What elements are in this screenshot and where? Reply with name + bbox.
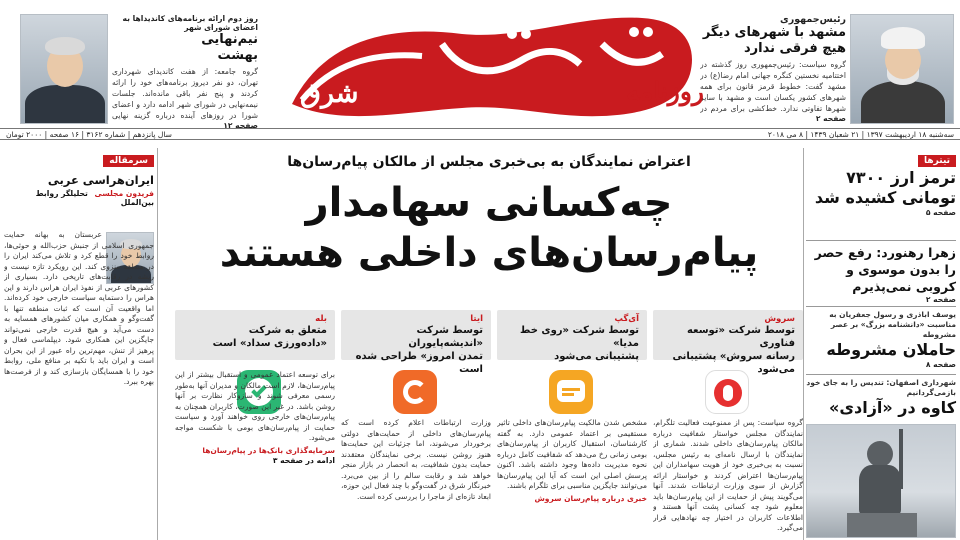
- headline-item[interactable]: [806, 310, 956, 369]
- teaser-left-title: نیم‌نهایی: [201, 32, 258, 47]
- main-headline[interactable]: چه‌کسانی سهامدار: [305, 180, 673, 226]
- masthead-word: روزنامه: [626, 77, 704, 106]
- column-divider: [803, 148, 804, 540]
- left-column: [4, 148, 154, 540]
- right-column: [806, 148, 956, 540]
- teaser-left-body: گروه جامعه: از هفت کاندیدای شهرداری تهران، دو نفر دیروز برنامه‌های خود را ارائه کردند و پنج نفر باقی مانده‌اند. جلسات نیمه‌نهایی در شورای شهر ادامه دارد و اعضای شورا در روزهای آینده درباره گزینه نهایی: [112, 67, 258, 120]
- dateline-issue: سال پانزدهم | شماره ۳۱۶۲ | ۱۶ صفحه | ۲۰۰۰ تومان: [6, 130, 172, 139]
- teaser-right-title: مشهد با شهرهای دیگر: [702, 25, 846, 40]
- headline-item-ref: صفحه ۲: [925, 295, 956, 304]
- main-story: [175, 148, 803, 540]
- eitaa-app-icon: [393, 370, 437, 414]
- teaser-right-title: هیچ فرقی ندارد: [743, 41, 846, 56]
- story-column-b: [497, 418, 647, 540]
- headline-item[interactable]: [806, 244, 956, 304]
- story-subhead-b: خبری درباره پیام‌رسان سروش: [534, 493, 647, 503]
- teaser-left-ref[interactable]: صفحه ۱۲: [223, 121, 258, 130]
- messenger-owner: تمدن امروز» طراحی شده است: [355, 351, 483, 375]
- story-subhead: سرمایه‌گذاری بانک‌ها در پیام‌رسان‌ها: [202, 445, 335, 455]
- teaser-left-title: بهشت: [217, 48, 258, 63]
- teaser-left[interactable]: [112, 14, 258, 130]
- messenger-owner: «داده‌ورزی سداد» است: [212, 338, 327, 349]
- messenger-name: بله: [315, 314, 327, 324]
- story-column-d: [175, 370, 335, 540]
- messenger-owner: متعلق به شرکت: [248, 325, 327, 336]
- logo-shape: [262, 4, 702, 128]
- editorial-tag: سرمقاله: [103, 155, 154, 167]
- messenger-name: آی‌گپ: [614, 314, 639, 324]
- soroush-app-icon: [705, 370, 749, 414]
- headline-item-kicker: شهرداری اصفهان: تندیس را به جای خود بازمی‌گردانیم: [806, 378, 956, 397]
- messenger-box-eitaa[interactable]: [341, 310, 491, 375]
- dateline-date: سه‌شنبه ۱۸ اردیبهشت ۱۳۹۷ | ۲۱ شعبان ۱۴۳۹ | ۸ می ۲۰۱۸: [767, 130, 954, 139]
- editorial-author-role: تحلیلگر روابط بین‌الملل: [35, 189, 154, 207]
- igap-app-icon: [549, 370, 593, 414]
- headline-item[interactable]: [806, 168, 956, 217]
- teaser-left-photo: [20, 14, 108, 124]
- divider: [806, 374, 956, 375]
- messenger-name: سروش: [764, 314, 795, 324]
- divider: [806, 306, 956, 307]
- messenger-name: ایتا: [470, 314, 483, 324]
- teaser-right-ref[interactable]: صفحه ۲: [815, 114, 846, 123]
- logo-text: شرق: [300, 78, 359, 109]
- messenger-owner: توسط شرکت «توسعه فناوری: [686, 325, 795, 349]
- headline-item-title: حاملان مشروطه: [826, 340, 956, 359]
- headline-item-ref: صفحه ۸: [925, 360, 956, 369]
- messenger-owner: پشتیبانی می‌شود: [554, 351, 639, 362]
- statue-photo: [806, 424, 956, 538]
- story-column-c: وزارت ارتباطات اعلام کرده است که پیام‌رسان‌های داخلی از حمایت‌های دولتی برخوردار می‌شوند، اما جزئیات این حمایت‌ها هنوز روشن نیست. برخی نمایندگان معتقدند حمایت بدون شفافیت، به انحصار در بازار منجر خواهد شد و رقابت سالم را از بین می‌برد. خبرنگار شرق در گفت‌وگو با چند فعال این حوزه، ابعاد تازه‌ای از ماجرا را بررسی کرده است.: [341, 418, 491, 501]
- story-column-a: گروه سیاست: پس از ممنوعیت فعالیت تلگرام، نمایندگان مجلس خواستار شفافیت درباره مالکان پیام‌رسان‌های داخلی شدند. شماری از نمایندگان با ارسال نامه‌ای به رئیس مجلس، نسبت به بی‌خبری خود از هویت سهامداران این پیام‌رسان‌ها اعتراض کردند و خواستار ارائه گزارش از سوی وزارت ارتباطات شدند. آنها می‌گویند پیش از حمایت از این پیام‌رسان‌ها باید معلوم شود چه کسانی پشت آنها هستند و اطلاعات کاربران در اختیار چه نهادهایی قرار می‌گیرد.: [653, 418, 803, 532]
- teaser-right[interactable]: [700, 14, 846, 123]
- headline-item-kicker: یوسف اباذری و رسول جعفریان به مناسبت «دانشنامه بزرگ» بر عصر مشروطه: [829, 310, 956, 339]
- dateline-bar: [0, 128, 960, 140]
- editorial-title[interactable]: ایران‌هراسی عربی: [47, 173, 154, 187]
- messenger-owner: توسط شرکت «روی خط مدیا»: [520, 325, 639, 349]
- story-column-d-text: برای توسعه اعتماد عمومی و استقبال بیشتر از این پیام‌رسان‌ها، لازم است مالکان و مدیران آنها به‌طور رسمی معرفی شوند و سازوکار نظارت بر آنها روشن باشد. در غیر این صورت، کاربران همچنان به پیام‌رسان‌های خارجی روی خواهند آورد و سیاست حمایت از پیام‌رسان‌های بومی با شکست مواجه می‌شود.: [175, 370, 335, 442]
- messenger-owner: توسط شرکت «اندیشه‌پایوران: [408, 325, 483, 349]
- headline-item[interactable]: [806, 378, 956, 418]
- messenger-box-soroush[interactable]: [653, 310, 803, 375]
- teaser-right-kicker: رئیس‌جمهوری: [780, 14, 846, 25]
- teaser-left-kicker: روز دوم ارائه برنامه‌های کاندیداها به اعضای شورای شهر: [122, 14, 258, 32]
- headline-item-title: زهرا رهنورد: رفع حصر را بدون موسوی و کروبی نمی‌پذیرم: [814, 245, 956, 294]
- divider: [806, 240, 956, 241]
- messenger-box-igap[interactable]: [497, 310, 647, 360]
- headline-item-ref: صفحه ۵: [925, 208, 956, 217]
- messenger-box-bale[interactable]: [175, 310, 335, 360]
- main-headline[interactable]: پیام‌رسان‌های داخلی هستند: [219, 230, 759, 276]
- headline-item-title: کاوه در «آزادی»: [829, 398, 956, 417]
- editorial-body: عربستان به بهانه حمایت جمهوری اسلامی از جنبش حزب‌الله و حوثی‌ها، روابط خود را قطع کرد و تلاش می‌کند ایران را در منطقه منزوی کند. این رویکرد تازه نیست و ریشه در رقابت‌های تاریخی دارد. بسیاری از کشورهای عربی از نفوذ ایران هراس دارند و این هراس را دستمایه سیاست خارجی خود کرده‌اند. اما واقعیت آن است که ثبات منطقه تنها با گفت‌وگو و همکاری میان کشورهای همسایه به دست می‌آید و هیچ قدرت خارجی نمی‌تواند جایگزین این همکاری شود. دیپلماسی فعال و پرهیز از تنش، مهم‌ترین راه عبور از این بحران است و ایران باید با تکیه بر منافع ملی، روابط خود را با همسایگان بازسازی کند و از فرصت‌ها بهره ببرد.: [4, 230, 154, 386]
- masthead: [0, 0, 960, 136]
- teaser-right-photo: [850, 14, 954, 124]
- teaser-right-body: گروه سیاست: رئیس‌جمهوری روز گذشته در اختتامیه نخستین کنگره جهانی امام رضا(ع) در مشهد گفت: خطوط قرمز قانون برای همه شهرهای کشور یکسان است و مشهد با سایر شهرها تفاوتی ندارد. خط‌کشی برای مردم در: [700, 60, 846, 113]
- headline-item-title: ترمز ارز ۷۳۰۰ تومانی کشیده شد: [814, 168, 956, 207]
- story-column-b-text: مشخص شدن مالکیت پیام‌رسان‌های داخلی تاثیر مستقیمی بر اعتماد عمومی دارد. به گفته کارشناسان، استقبال کاربران از پیام‌رسان‌های بومی زمانی رخ می‌دهد که شفافیت کامل درباره نحوه مدیریت داده‌ها وجود داشته باشد. اکنون پرسش اصلی این است که آیا این پیام‌رسان‌ها می‌توانند جایگزین مناسبی برای تلگرام باشند.: [497, 418, 647, 490]
- newspaper-logo[interactable]: [262, 4, 702, 128]
- story-continue-ref[interactable]: ادامه در صفحه ۳: [272, 456, 335, 465]
- column-divider: [157, 148, 158, 540]
- main-supra-headline: اعتراض نمایندگان به بی‌خبری مجلس از مالکان پیام‌رسان‌ها: [287, 154, 691, 170]
- editorial-author: فریدون مجلسی: [94, 189, 154, 198]
- right-column-tag: تیترها: [918, 155, 956, 167]
- messenger-owner: رسانه سروش» پشتیبانی می‌شود: [672, 351, 795, 375]
